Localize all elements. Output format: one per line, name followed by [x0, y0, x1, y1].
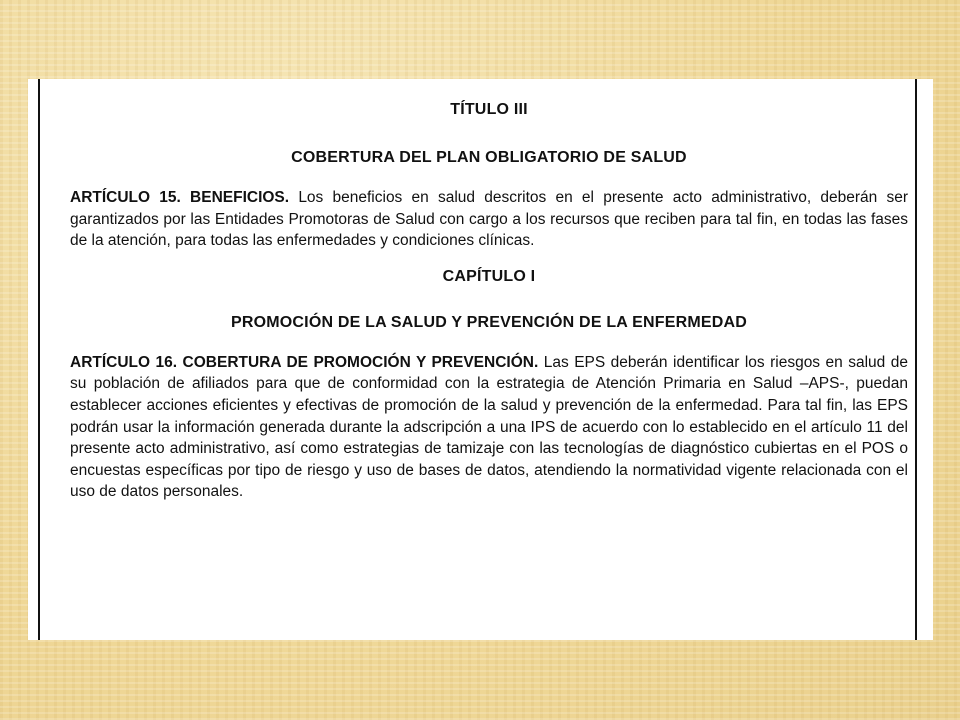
- document-heading: COBERTURA DEL PLAN OBLIGATORIO DE SALUD: [291, 149, 687, 166]
- document-content: [70, 101, 908, 503]
- article-16-label: ARTÍCULO 16. COBERTURA DE PROMOCIÓN Y PREVENCIÓN.: [70, 353, 539, 371]
- chapter-title: CAPÍTULO I: [442, 267, 536, 285]
- article-15-text: Los beneficios en salud descritos en el presente acto administrativo, deberán ser garantizados por las Entidades Promotoras de Salud con cargo a los recursos que reciben para tal fin, en todas las fases de la atención, para todas las enfermedades y condiciones clínicas.: [70, 189, 908, 250]
- article-16-paragraph: [70, 352, 908, 503]
- right-margin-rule: [915, 79, 917, 640]
- article-15-paragraph: [70, 187, 908, 252]
- document-page: [28, 79, 933, 640]
- chapter-heading: PROMOCIÓN DE LA SALUD Y PREVENCIÓN DE LA ENFERMEDAD: [230, 313, 748, 331]
- left-margin-rule: [38, 79, 40, 640]
- document-title: TÍTULO III: [450, 101, 528, 118]
- article-15-label: ARTÍCULO 15. BENEFICIOS.: [70, 189, 290, 206]
- article-16-text: Las EPS deberán identificar los riesgos en salud de su población de afiliados para que de conformidad con la estrategia de Atención Primaria en Salud –APS-, puedan establecer acciones eficientes y efectivas de promoción de la salud y prevención de la enfermedad. Para tal fin, las EPS podrán usar la información generada durante la adscripción a una IPS de acuerdo con lo establecido en el artículo 11 del presente acto administrativo, así como estrategias de tamizaje con las tecnologías de diagnóstico cubiertas en el POS o encuestas específicas por tipo de riesgo y uso de bases de datos, atendiendo la normatividad vigente relacionada con el uso de datos personales.: [70, 353, 908, 501]
